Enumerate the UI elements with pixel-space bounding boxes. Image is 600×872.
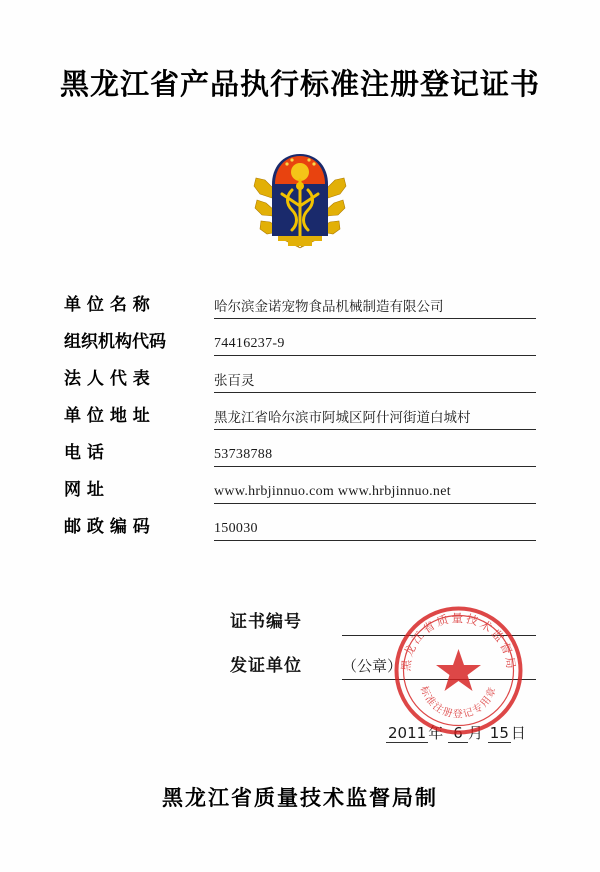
issue-date-day-unit: 日 [510, 724, 526, 742]
field-row-phone [64, 430, 536, 467]
field-value-phone: 53738788 [214, 447, 536, 467]
field-row-website [64, 467, 536, 504]
field-value-legal-rep: 张百灵 [214, 369, 536, 393]
field-row-org-code [64, 319, 536, 356]
field-label-phone: 电 话 [64, 443, 104, 463]
field-label-postcode: 邮 政 编 码 [64, 517, 150, 537]
field-value-address: 黑龙江省哈尔滨市阿城区阿什河街道白城村 [214, 406, 536, 430]
field-label-address: 单 位 地 址 [64, 406, 150, 426]
field-value-certificate-number [342, 613, 536, 636]
national-emblem-icon [232, 140, 368, 255]
field-value-issuing-authority: （公章） [342, 655, 536, 680]
issue-date-day: 15 [489, 724, 509, 742]
field-row-issuing-authority [230, 636, 536, 680]
field-row-postcode [64, 504, 536, 541]
field-row-unit-name [64, 282, 536, 319]
issuance-block [230, 592, 536, 680]
field-row-address [64, 393, 536, 430]
svg-text:黑龙江省质量技术监督局: 黑龙江省质量技术监督局 [398, 610, 519, 672]
field-label-website: 网 址 [64, 480, 104, 500]
field-value-org-code: 74416237-9 [214, 336, 536, 356]
fields-list [64, 282, 536, 541]
field-label-legal-rep: 法 人 代 表 [64, 369, 150, 389]
field-label-issuing-authority: 发证单位 [230, 656, 302, 676]
field-row-certificate-number [230, 592, 536, 636]
field-value-website: www.hrbjinnuo.com www.hrbjinnuo.net [214, 484, 536, 504]
issue-date [386, 722, 546, 743]
issue-date-year-unit: 年 [428, 724, 444, 742]
footer-issuer: 黑龙江省质量技术监督局制 [162, 786, 438, 810]
field-label-unit-name: 单 位 名 称 [64, 295, 150, 315]
field-value-postcode: 150030 [214, 521, 536, 541]
field-label-org-code: 组织机构代码 [64, 332, 166, 352]
field-label-certificate-number: 证书编号 [230, 612, 302, 632]
issue-date-month: 6 [448, 724, 468, 743]
issue-date-year: 2011 [388, 724, 427, 742]
svg-text:标准注册登记专用章: 标准注册登记专用章 [417, 684, 500, 721]
page-title: 黑龙江省产品执行标准注册登记证书 [59, 67, 540, 101]
field-row-legal-rep [64, 356, 536, 393]
issue-date-month-unit: 月 [467, 724, 483, 742]
field-value-unit-name: 哈尔滨金诺宠物食品机械制造有限公司 [214, 295, 536, 319]
